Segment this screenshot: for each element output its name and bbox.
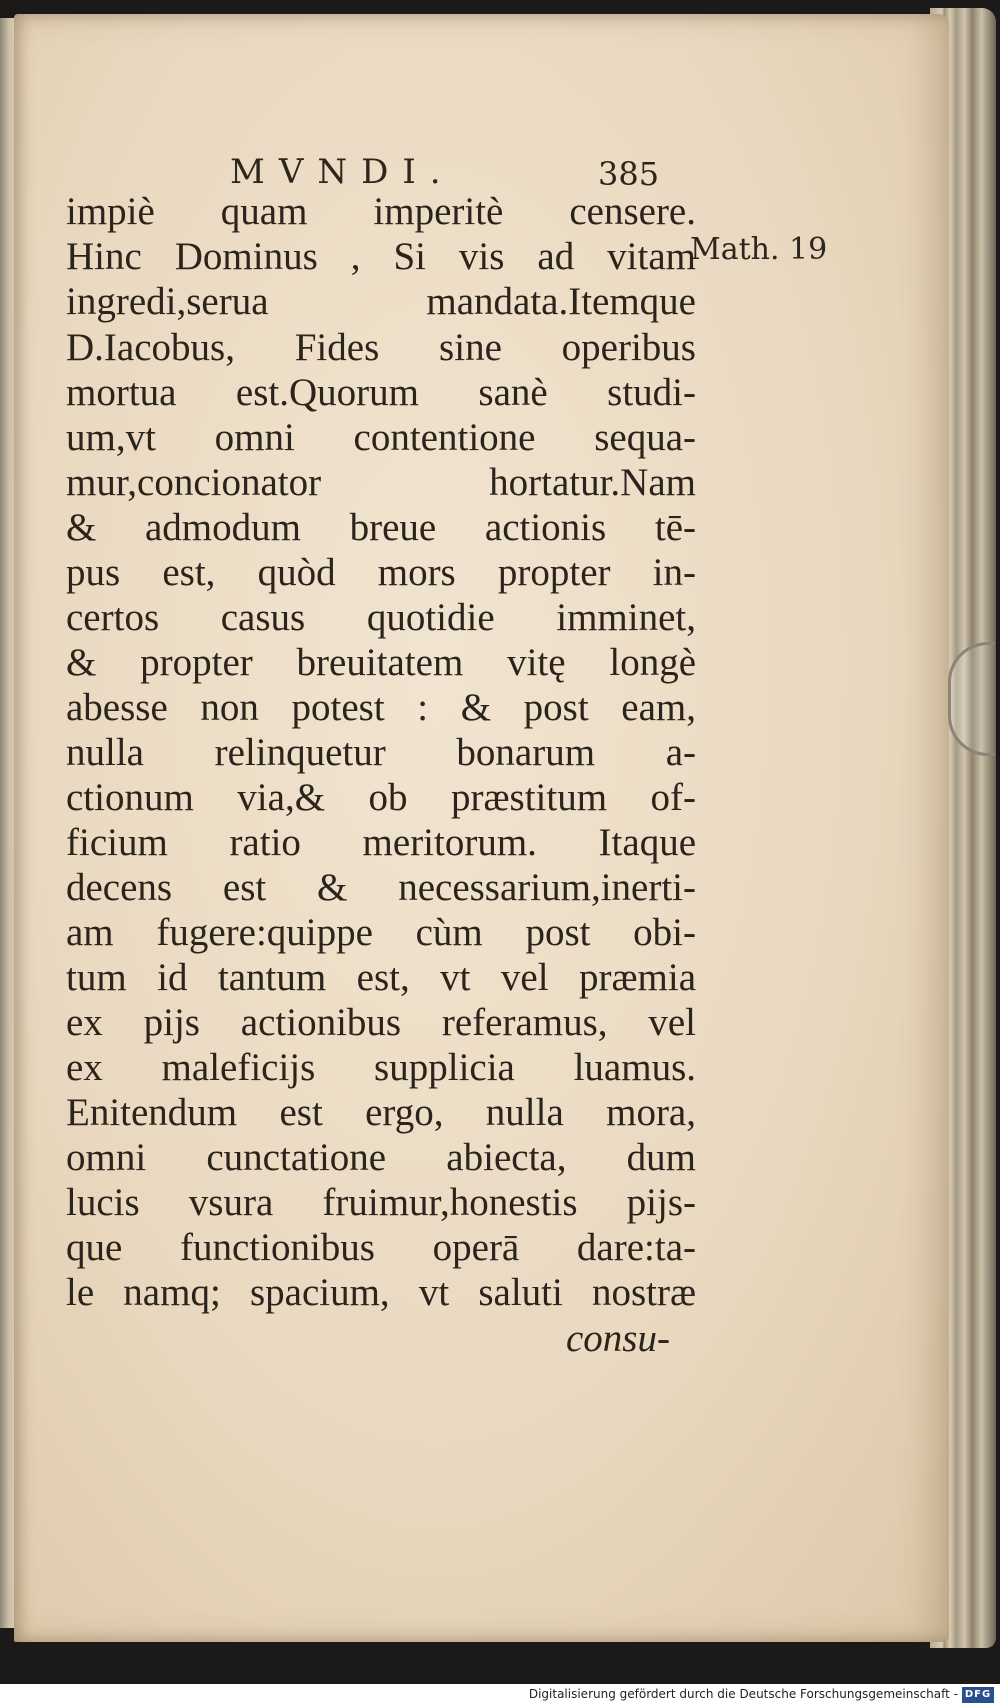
text-line: decens est & necessarium,inerti- bbox=[66, 866, 696, 909]
text-line: ficium ratio meritorum. Itaque bbox=[66, 821, 696, 864]
text-line: am fugere:quippe cùm post obi- bbox=[66, 911, 696, 954]
text-line: ctionum via,& ob præstitum of- bbox=[66, 776, 696, 819]
text-line: omni cunctatione abiecta, dum bbox=[66, 1136, 696, 1179]
funding-credit: Digitalisierung gefördert durch die Deutsche Forschungsgemeinschaft - bbox=[528, 1687, 958, 1701]
page-clip bbox=[948, 642, 995, 756]
catchword: consu- bbox=[566, 1317, 670, 1360]
text-line: ex pijs actionibus referamus, vel bbox=[66, 1001, 696, 1044]
text-line: mortua est.Quorum sanè studi- bbox=[66, 371, 696, 414]
text-line: & propter breuitatem vitę longè bbox=[66, 641, 696, 684]
page-number: 385 bbox=[598, 155, 660, 193]
text-line: impiè quam imperitè censere. bbox=[66, 190, 696, 233]
text-line: ex maleficijs supplicia luamus. bbox=[66, 1046, 696, 1089]
text-line: & admodum breue actionis tē- bbox=[66, 506, 696, 549]
text-line: pus est, quòd mors propter in- bbox=[66, 551, 696, 594]
text-line: Enitendum est ergo, nulla mora, bbox=[66, 1091, 696, 1134]
text-line: tum id tantum est, vt vel præmia bbox=[66, 956, 696, 999]
text-line: que functionibus operā dare:ta- bbox=[66, 1226, 696, 1269]
marginal-note: Math. 19 bbox=[690, 232, 828, 267]
text-line: abesse non potest : & post eam, bbox=[66, 686, 696, 729]
text-line: Hinc Dominus , Si vis ad vitam bbox=[66, 235, 696, 278]
text-line: lucis vsura fruimur,honestis pijs- bbox=[66, 1181, 696, 1224]
dfg-logo: DFG bbox=[962, 1687, 994, 1703]
text-line: le namq; spacium, vt saluti nostræ bbox=[66, 1271, 696, 1314]
running-head: MVNDI. bbox=[230, 152, 455, 192]
text-line: certos casus quotidie imminet, bbox=[66, 596, 696, 639]
text-line: nulla relinquetur bonarum a- bbox=[66, 731, 696, 774]
text-line: mur,concionator hortatur.Nam bbox=[66, 461, 696, 504]
text-line: ingredi,serua mandata.Itemque bbox=[66, 280, 696, 323]
text-line: D.Iacobus, Fides sine operibus bbox=[66, 326, 696, 369]
text-line: um,vt omni contentione sequa- bbox=[66, 416, 696, 459]
footer-bar bbox=[0, 1684, 1000, 1707]
